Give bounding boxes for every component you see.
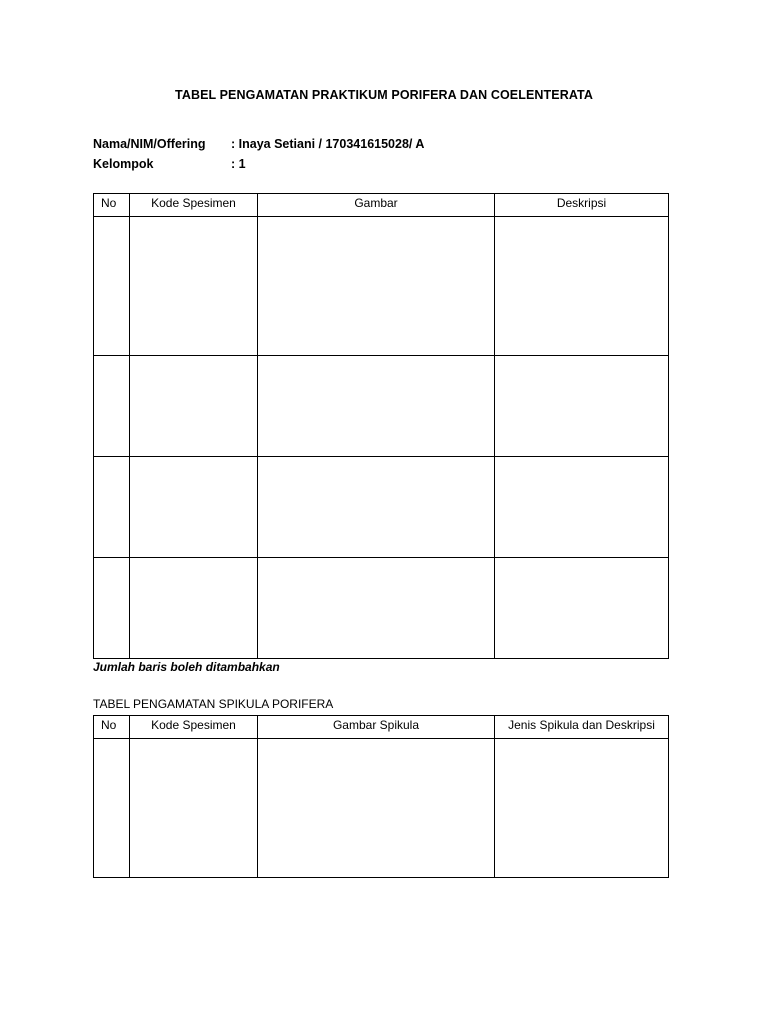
table-cell[interactable] (94, 558, 130, 659)
table-cell[interactable] (258, 558, 495, 659)
header-gambar-spikula: Gambar Spikula (258, 716, 495, 739)
table-cell[interactable] (495, 217, 669, 356)
table-row (94, 217, 669, 356)
header-kode-spesimen: Kode Spesimen (130, 194, 258, 217)
document-title: TABEL PENGAMATAN PRAKTIKUM PORIFERA DAN COELENTERATA (175, 88, 593, 102)
table-cell[interactable] (495, 558, 669, 659)
table-row (94, 356, 669, 457)
header-jenis-spikula: Jenis Spikula dan Deskripsi (495, 716, 669, 739)
table-cell[interactable] (495, 356, 669, 457)
header-kode-spesimen: Kode Spesimen (130, 716, 258, 739)
info-value-nama: : Inaya Setiani / 170341615028/ A (231, 137, 425, 151)
table-cell[interactable] (258, 356, 495, 457)
table-cell[interactable] (94, 457, 130, 558)
info-label-nama: Nama/NIM/Offering (93, 137, 206, 151)
table-cell[interactable] (130, 356, 258, 457)
table-cell[interactable] (495, 457, 669, 558)
spikula-table-title: TABEL PENGAMATAN SPIKULA PORIFERA (93, 697, 334, 711)
table-cell[interactable] (94, 739, 130, 878)
spikula-table (93, 715, 669, 878)
info-label-kelompok: Kelompok (93, 157, 154, 171)
table-cell[interactable] (94, 217, 130, 356)
table-cell[interactable] (130, 739, 258, 878)
table-header-row (94, 716, 669, 739)
table-row (94, 739, 669, 878)
table-cell[interactable] (130, 217, 258, 356)
observation-table (93, 193, 669, 659)
table-row (94, 457, 669, 558)
table-cell[interactable] (130, 457, 258, 558)
info-row-nama (93, 137, 424, 151)
table-cell[interactable] (495, 739, 669, 878)
info-row-kelompok (93, 157, 246, 171)
header-gambar: Gambar (258, 194, 495, 217)
table-note: Jumlah baris boleh ditambahkan (93, 660, 280, 674)
info-value-kelompok: : 1 (231, 157, 246, 171)
table-cell[interactable] (258, 457, 495, 558)
table-header-row (94, 194, 669, 217)
table-cell[interactable] (258, 217, 495, 356)
header-no: No (94, 194, 130, 217)
table-cell[interactable] (258, 739, 495, 878)
table-cell[interactable] (94, 356, 130, 457)
table-row (94, 558, 669, 659)
header-deskripsi: Deskripsi (495, 194, 669, 217)
header-no: No (94, 716, 130, 739)
table-cell[interactable] (130, 558, 258, 659)
